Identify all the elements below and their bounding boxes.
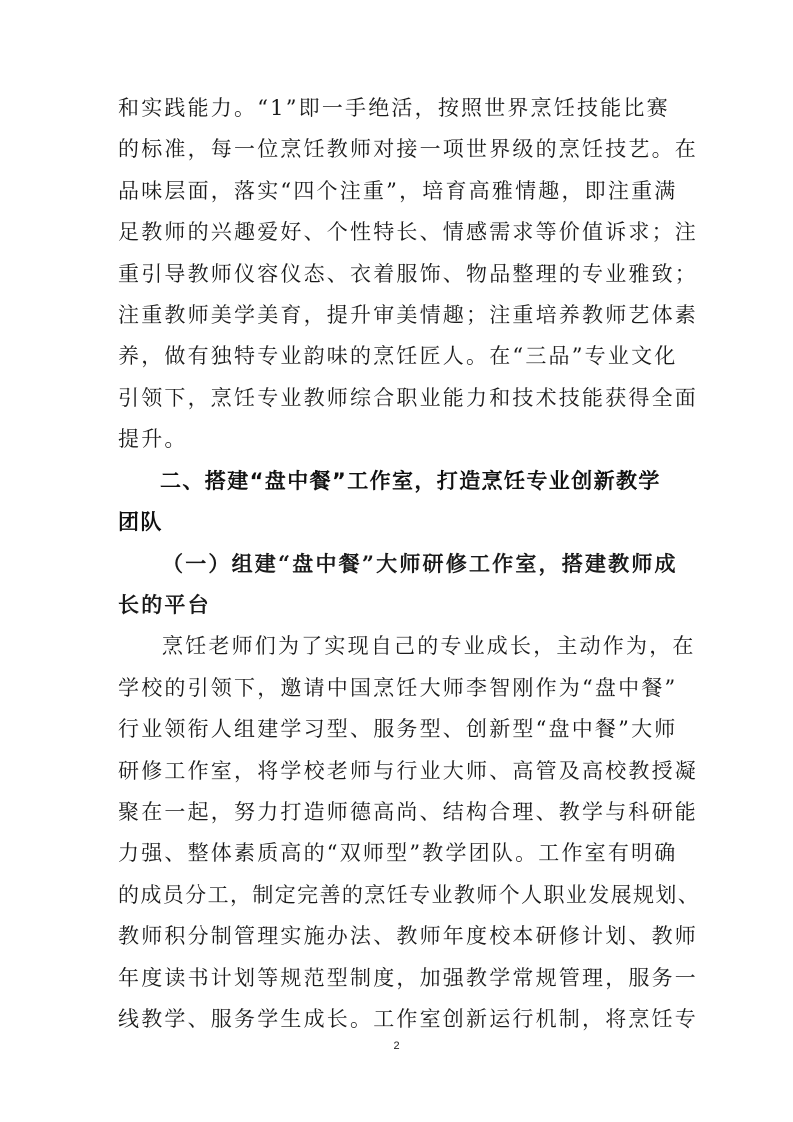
paragraph-2-line: 学校的引领下，邀请中国烹饪大师李智刚作为“盘中餐” — [118, 676, 678, 700]
paragraph-1-line: 足教师的兴趣爱好、个性特长、情感需求等价值诉求；注 — [118, 220, 698, 244]
paragraph-2-line: 线教学、服务学生成长。工作室创新运行机制，将烹饪专 — [118, 1007, 698, 1031]
subsection-heading-continued: 长的平台 — [118, 592, 211, 617]
paragraph-1-line: 引领下，烹饪专业教师综合职业能力和技术技能获得全面 — [118, 386, 698, 410]
paragraph-2-line: 烹饪老师们为了实现自己的专业成长，主动作为，在 — [162, 634, 696, 658]
paragraph-1-line: 和实践能力。“1”即一手绝活，按照世界烹饪技能比赛 — [118, 96, 670, 120]
paragraph-2-line: 聚在一起，努力打造师德高尚、结构合理、教学与科研能 — [118, 800, 698, 824]
paragraph-1-line: 的标准，每一位烹饪教师对接一项世界级的烹饪技艺。在 — [118, 137, 698, 161]
paragraph-2-line: 的成员分工，制定完善的烹饪专业教师个人职业发展规划、 — [118, 883, 701, 907]
paragraph-2-line: 年度读书计划等规范型制度，加强教学常规管理，服务一 — [118, 966, 698, 990]
paragraph-1-line: 品味层面，落实“四个注重”，培育高雅情趣，即注重满 — [118, 179, 678, 203]
subsection-heading: （一）组建“盘中餐”大师研修工作室，搭建教师成 — [162, 551, 678, 576]
paragraph-1-line: 养，做有独特专业韵味的烹饪匠人。在“三品”专业文化 — [118, 344, 678, 368]
section-heading-continued: 团队 — [118, 510, 163, 534]
paragraph-2-line: 研修工作室，将学校老师与行业大师、高管及高校教授凝 — [118, 759, 698, 783]
paragraph-2-line: 教师积分制管理实施办法、教师年度校本研修计划、教师 — [118, 924, 698, 948]
page-number: 2 — [393, 1040, 400, 1052]
paragraph-1-line: 提升。 — [118, 427, 188, 451]
paragraph-1-line: 注重教师美学美育，提升审美情趣；注重培养教师艺体素 — [118, 303, 698, 327]
section-heading: 二、搭建“盘中餐”工作室，打造烹饪专业创新教学 — [160, 469, 661, 493]
paragraph-1-line: 重引导教师仪容仪态、衣着服饰、物品整理的专业雅致； — [118, 262, 698, 286]
paragraph-2-line: 力强、整体素质高的“双师型”教学团队。工作室有明确 — [118, 841, 678, 865]
paragraph-2-line: 行业领衔人组建学习型、服务型、创新型“盘中餐”大师 — [118, 717, 678, 741]
